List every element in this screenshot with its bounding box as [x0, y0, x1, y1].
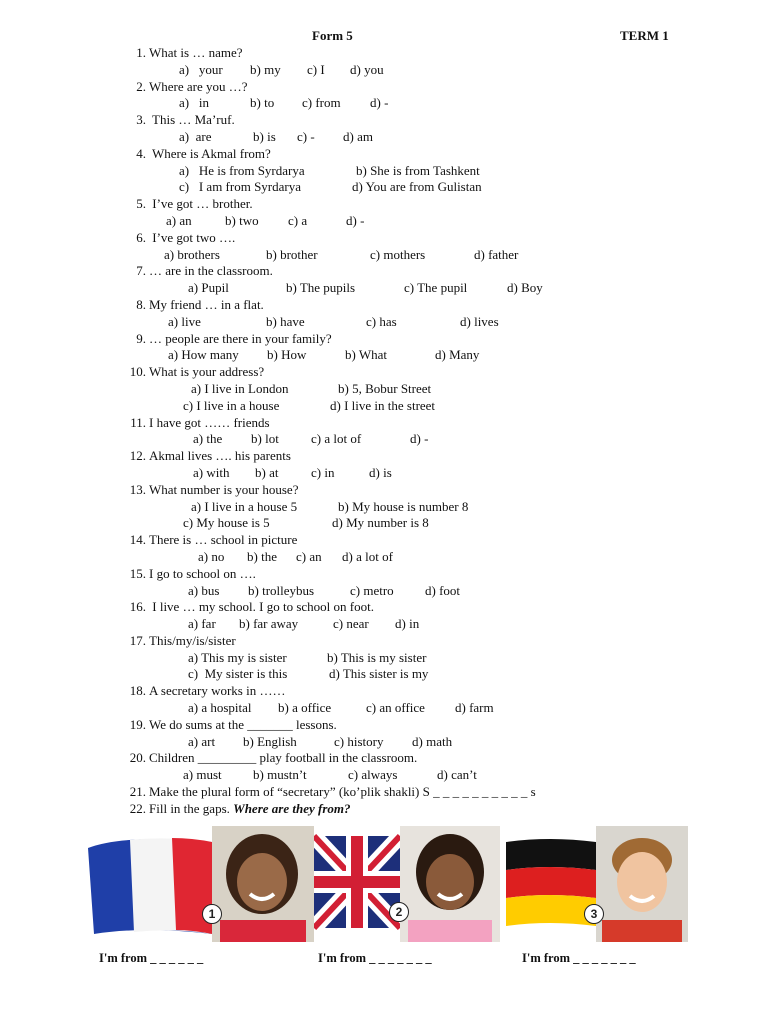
question-number: 11. [130, 414, 146, 430]
answer-options-row [0, 347, 768, 364]
answer-option[interactable]: d) lives [460, 313, 499, 329]
answer-options-row [0, 381, 768, 398]
germany-flag [502, 830, 596, 938]
answer-option[interactable]: a) bus [188, 582, 220, 598]
question-text [149, 79, 248, 96]
answer-option[interactable]: c) in [311, 464, 335, 480]
answer-option[interactable]: c) I [307, 61, 325, 77]
answer-option[interactable]: d) My number is 8 [332, 515, 429, 531]
question-text [149, 448, 291, 465]
question-number: 7. [136, 263, 146, 279]
answer-options-row [0, 431, 768, 448]
question-item [0, 79, 768, 96]
question-stem: I’ve got … brother. [149, 196, 253, 212]
question-number: 22. [129, 800, 146, 816]
answer-options-row [0, 666, 768, 683]
form-title: Form 5 [312, 28, 353, 43]
boy-photo-3 [596, 826, 688, 942]
page-header [0, 28, 768, 46]
question-stem: We do sums at the _______ lessons. [149, 716, 337, 732]
answer-option[interactable]: d) father [474, 246, 519, 262]
question-number: 17. [129, 632, 146, 648]
question-stem: Children _________ play football in the classroom. [149, 750, 418, 766]
answer-option[interactable]: d) can’t [437, 767, 477, 783]
answer-options-row [0, 247, 768, 264]
answer-option[interactable]: b) This is my sister [327, 649, 427, 665]
question-number: 3. [136, 112, 146, 128]
answer-option[interactable]: c) always [348, 767, 398, 783]
answer-option[interactable]: a) your [179, 61, 223, 77]
question-item [0, 146, 768, 163]
question-item [0, 633, 768, 650]
question-text [149, 364, 264, 381]
answer-option[interactable]: c) from [302, 95, 341, 111]
question-number: 20. [129, 750, 146, 766]
answer-option[interactable]: c) I am from Syrdarya [179, 179, 302, 195]
question-stem: Make the plural form of “secretary” (ko’plik shakli) S _ _ _ _ _ _ _ _ _ _ s [149, 784, 536, 800]
question-item [0, 45, 768, 62]
answer-option[interactable]: d) math [412, 733, 453, 749]
question-text [149, 297, 264, 314]
answer-option[interactable]: b) to [250, 95, 275, 111]
question-text [149, 331, 332, 348]
question-item [0, 532, 768, 549]
answer-options-row [0, 280, 768, 297]
question-number: 4. [136, 145, 146, 161]
answer-option[interactable]: b) a office [278, 700, 332, 716]
question-number: 16. [129, 599, 146, 615]
question-item [0, 566, 768, 583]
question-stem: I go to school on …. [149, 565, 256, 581]
answer-option[interactable]: b) have [266, 313, 305, 329]
question-stem: What is … name? [149, 45, 243, 60]
answer-options-row [0, 129, 768, 146]
answer-option[interactable]: b) English [243, 733, 297, 749]
question-item [0, 750, 768, 767]
answer-option[interactable]: d) This sister is my [329, 666, 429, 682]
question-number: 6. [136, 229, 146, 245]
question-item [0, 448, 768, 465]
question-number: 10. [129, 364, 146, 380]
answer-option[interactable]: a) live [168, 313, 201, 329]
answer-line-2 [318, 951, 432, 966]
question-number: 13. [129, 481, 146, 497]
question-stem: What number is your house? [149, 481, 299, 497]
question-stem: … people are there in your family? [149, 330, 332, 346]
question-stem: Where is Akmal from? [149, 145, 271, 161]
answer-option[interactable]: d) farm [455, 700, 494, 716]
question-item [0, 364, 768, 381]
question-number: 12. [129, 448, 146, 464]
answer-options-row [0, 499, 768, 516]
answer-option[interactable]: c) metro [350, 582, 394, 598]
answer-option[interactable]: d) foot [425, 582, 461, 598]
question-text [149, 482, 298, 499]
answer-option[interactable]: a) far [188, 616, 216, 632]
answer-option[interactable]: b) How [267, 347, 307, 363]
question-number: 2. [136, 78, 146, 94]
answer-option[interactable]: d) Many [435, 347, 480, 363]
answer-options-row [0, 179, 768, 196]
question-stem: Akmal lives …. his parents [149, 448, 291, 464]
question-text [149, 532, 297, 549]
answer-line-3 [522, 951, 636, 966]
answer-option[interactable]: b) mustn’t [253, 767, 307, 783]
answer-option[interactable]: d) am [343, 128, 373, 144]
answer-option[interactable]: d) a lot of [342, 548, 393, 564]
answer-option[interactable]: c) an office [366, 700, 425, 716]
question-item [0, 196, 768, 213]
question-text [149, 633, 236, 650]
question-number: 1. [136, 45, 146, 60]
answer-option[interactable]: a) must [183, 767, 222, 783]
question-stem: My friend … in a flat. [149, 296, 264, 312]
answer-option[interactable]: a) art [188, 733, 216, 749]
answer-option[interactable]: b) my [250, 61, 281, 77]
answer-option[interactable]: d) I live in the street [330, 397, 436, 413]
answer-option[interactable]: b) 5, Bobur Street [338, 380, 432, 396]
answer-option[interactable]: a) a hospital [188, 700, 252, 716]
answer-option[interactable]: a) Pupil [188, 280, 229, 296]
answer-option[interactable]: d) - [410, 431, 429, 447]
answer-option[interactable]: a) the [193, 431, 223, 447]
question-item [0, 112, 768, 129]
question-text [149, 784, 536, 801]
question-item [0, 683, 768, 700]
girl-photo-1 [212, 826, 314, 942]
answer-gap[interactable]: _ _ _ _ _ _ _ [369, 951, 432, 965]
question-item [0, 599, 768, 616]
question-item [0, 263, 768, 280]
question-text [149, 112, 235, 129]
answer-option[interactable]: d) in [395, 616, 420, 632]
question-item [0, 784, 768, 801]
question-stem: Where are you …? [149, 78, 248, 94]
answer-option[interactable]: c) I live in a house [183, 397, 280, 413]
answer-option[interactable]: c) My sister is this [188, 666, 288, 682]
answer-option[interactable]: b) is [253, 128, 276, 144]
question-text [149, 801, 351, 818]
answer-option[interactable]: c) My house is 5 [183, 515, 270, 531]
question-item [0, 230, 768, 247]
question-item [0, 415, 768, 432]
question-text [149, 415, 270, 432]
answer-lines [0, 951, 768, 971]
answer-options-row [0, 314, 768, 331]
answer-option[interactable]: a) How many [168, 347, 239, 363]
answer-option[interactable]: a) I live in a house 5 [191, 498, 298, 514]
question-text [149, 566, 256, 583]
question-stem: I live … my school. I go to school on foot. [149, 599, 374, 615]
answer-option[interactable]: c) - [297, 128, 315, 144]
answer-option[interactable]: a) are [179, 128, 212, 144]
answer-option[interactable]: c) near [333, 616, 369, 632]
answer-option[interactable]: b) two [225, 212, 259, 228]
answer-options-row [0, 767, 768, 784]
picture-number-badge: 1 [202, 904, 222, 924]
question-stem: … are in the classroom. [149, 263, 273, 279]
answer-option[interactable]: b) trolleybus [248, 582, 315, 598]
question-number: 9. [136, 330, 146, 346]
question-text [149, 683, 285, 700]
answer-options-row [0, 650, 768, 667]
question-text [149, 750, 417, 767]
question-text [149, 263, 273, 280]
answer-option[interactable]: c) a [288, 212, 308, 228]
answer-option[interactable]: b) What [345, 347, 387, 363]
question-item [0, 717, 768, 734]
answer-options-row [0, 515, 768, 532]
answer-option[interactable]: a) an [166, 212, 192, 228]
answer-label: I'm from [318, 951, 367, 965]
picture-number-badge: 3 [584, 904, 604, 924]
question-stem: I’ve got two …. [149, 229, 236, 245]
answer-option[interactable]: b) the [247, 548, 277, 564]
uk-flag [314, 830, 400, 938]
question-text [149, 230, 235, 247]
answer-options-row [0, 213, 768, 230]
question-number: 21. [129, 784, 146, 800]
question-item [0, 482, 768, 499]
answer-option[interactable]: b) brother [266, 246, 318, 262]
answer-option[interactable]: d) is [369, 464, 392, 480]
question-stem: This … Ma’ruf. [149, 112, 235, 128]
answer-option[interactable]: a) no [198, 548, 225, 564]
answer-options-row [0, 465, 768, 482]
answer-option[interactable]: a) with [193, 464, 230, 480]
answer-option[interactable]: a) He is from Syrdarya [179, 162, 305, 178]
answer-option[interactable]: c) The pupil [404, 280, 468, 296]
answer-options-row [0, 62, 768, 79]
question-text [149, 717, 337, 734]
answer-option[interactable]: d) Boy [507, 280, 543, 296]
question-emphasis: Where are they from? [233, 800, 351, 816]
question-text [149, 196, 253, 213]
answer-options-row [0, 95, 768, 112]
answer-options-row [0, 398, 768, 415]
answer-option[interactable]: a) brothers [164, 246, 220, 262]
question-item [0, 801, 768, 818]
answer-options-row [0, 583, 768, 600]
question-number: 14. [129, 532, 146, 548]
answer-option[interactable]: b) My house is number 8 [338, 498, 469, 514]
question-number: 5. [136, 196, 146, 212]
girl-photo-2 [400, 826, 500, 942]
answer-label: I'm from [522, 951, 571, 965]
question-number: 15. [129, 565, 146, 581]
question-item [0, 297, 768, 314]
question-number: 8. [136, 296, 146, 312]
term-label: TERM 1 [620, 28, 669, 43]
answer-option[interactable]: a) in [179, 95, 209, 111]
answer-options-row [0, 700, 768, 717]
question-text [149, 45, 243, 62]
answer-option[interactable]: d) - [370, 95, 389, 111]
answer-options-row [0, 163, 768, 180]
question-number: 18. [129, 683, 146, 699]
answer-option[interactable]: b) far away [239, 616, 299, 632]
flags-and-children-pictures [84, 826, 688, 944]
question-stem: I have got …… friends [149, 414, 270, 430]
answer-option[interactable]: b) at [255, 464, 279, 480]
answer-option[interactable]: c) has [366, 313, 397, 329]
answer-options-row [0, 549, 768, 566]
question-text [149, 146, 271, 163]
answer-option[interactable]: d) you [350, 61, 384, 77]
answer-option[interactable]: c) an [296, 548, 322, 564]
answer-option[interactable]: a) This my is sister [188, 649, 287, 665]
question-item [0, 331, 768, 348]
answer-option[interactable]: d) You are from Gulistan [352, 179, 482, 195]
question-stem: A secretary works in …… [149, 683, 286, 699]
answer-option[interactable]: b) She is from Tashkent [356, 162, 480, 178]
answer-label: I'm from [99, 951, 148, 965]
question-stem: This/my/is/sister [149, 632, 236, 648]
answer-options-row [0, 734, 768, 751]
question-list [0, 45, 768, 818]
answer-option[interactable]: b) The pupils [286, 280, 356, 296]
question-number: 19. [129, 716, 146, 732]
answer-line-1 [99, 951, 203, 966]
question-stem: There is … school in picture [149, 532, 298, 548]
answer-option[interactable]: d) - [346, 212, 365, 228]
france-flag [84, 830, 212, 938]
question-stem: What is your address? [149, 364, 265, 380]
answer-option[interactable]: c) history [334, 733, 384, 749]
question-stem: Fill in the gaps. [149, 800, 234, 816]
answer-options-row [0, 616, 768, 633]
answer-gap[interactable]: _ _ _ _ _ _ _ [573, 951, 636, 965]
answer-option[interactable]: a) I live in London [191, 380, 289, 396]
answer-option[interactable]: c) a lot of [311, 431, 362, 447]
answer-option[interactable]: b) lot [251, 431, 279, 447]
question-text [149, 599, 374, 616]
answer-gap[interactable]: _ _ _ _ _ _ [150, 951, 204, 965]
picture-number-badge: 2 [389, 902, 409, 922]
answer-option[interactable]: c) mothers [370, 246, 426, 262]
